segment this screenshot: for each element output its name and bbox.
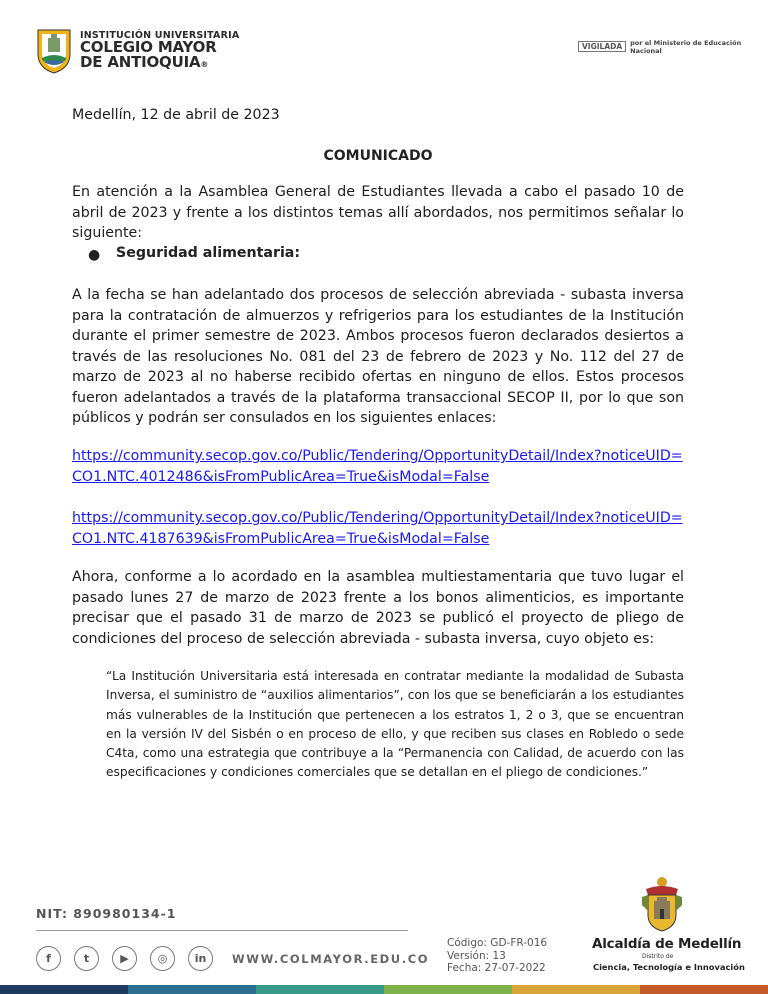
bullet-heading: Seguridad alimentaria:	[116, 245, 301, 261]
letter-date: Medellín, 12 de abril de 2023	[72, 107, 280, 123]
youtube-icon[interactable]: ▶	[112, 946, 137, 971]
footer-divider	[36, 930, 408, 931]
secop-link-2[interactable]	[72, 508, 684, 549]
color-segment-2	[128, 985, 256, 994]
bullet-icon: ●	[88, 247, 101, 263]
document-version: Versión: 13	[447, 949, 506, 962]
website-link[interactable]: WWW.COLMAYOR.EDU.CO	[232, 952, 430, 966]
secop-link-1-line-2[interactable]: CO1.NTC.4012486&isFromPublicArea=True&isModal=False	[72, 468, 490, 485]
instagram-icon[interactable]: ◎	[150, 946, 175, 971]
medellin-coat-of-arms-icon	[640, 875, 684, 933]
vigilada-text: por el Ministerio de Educación Nacional	[630, 38, 742, 55]
paragraph-bonos: Ahora, conforme a lo acordado en la asamblea multiestamentaria que tuvo lugar el pasado lunes 27 de marzo de 2023 frente a los bonos alimenticios, es importante precisar que el pasado 31 de marzo de 2023 se publicó el proyecto de pliego de condiciones del proceso de selección abreviada - subasta inversa, cuyo objeto es:	[72, 569, 684, 647]
facebook-icon[interactable]: f	[36, 946, 61, 971]
institution-logo-icon	[36, 28, 72, 74]
nit-label: NIT: 890980134-1	[36, 906, 177, 921]
alcaldia-title: Alcaldía de Medellín	[592, 936, 742, 952]
secop-link-2-line-2[interactable]: CO1.NTC.4187639&isFromPublicArea=True&isModal=False	[72, 530, 490, 547]
color-segment-4	[384, 985, 512, 994]
document-code-block	[447, 937, 547, 975]
secop-link-2-line-1[interactable]: https://community.secop.gov.co/Public/Tendering/OpportunityDetail/Index?noticeUID=	[72, 510, 683, 526]
document-code: Código: GD-FR-016	[447, 937, 548, 949]
twitter-icon[interactable]: t	[74, 946, 99, 971]
color-segment-5	[512, 985, 640, 994]
paragraph-procesos: A la fecha se han adelantado dos procesos de selección abreviada - subasta inversa para la contratación de almuerzos y refrigerios para los estudiantes de la Institución durante el primer semestre de 2023. Ambos procesos fueron declarados desiertos a través de las resoluciones No. 081 del 23 de febrero de 2023 y No. 112 del 27 de marzo de 2023 al no haberse recibido ofertas en ninguno de ellos. Estos procesos fueron adelantados a través de la plataforma transaccional SECOP II, por lo que son públicos y podrán ser consulados en los siguientes enlaces:	[72, 287, 684, 426]
vigilada-label: VIGILADA	[578, 41, 626, 52]
letter-title: COMUNICADO	[323, 148, 433, 164]
secop-link-1[interactable]	[72, 446, 684, 487]
logo-line-1: INSTITUCIÓN UNIVERSITARIA	[80, 30, 240, 41]
quote-objeto: “La Institución Universitaria está interesada en contratar mediante la modalidad de Subasta Inversa, el suministro de “auxilios alimentarios”, con los que se beneficiarán a los estudiantes más vulnerables de la Institución que pertenecen a los estratos 1, 2 o 3, que se encuentran en la versión IV del Sisbén o en proceso de ello, y que reciben sus clases en Robledo o sede C4ta, como una estrategia que contribuye a la “Permanencia con Calidad, de acuerdo con las especificaciones y condiciones comerciales que se detallan en el pliego de condiciones.”	[106, 669, 684, 780]
footer-color-bar	[0, 985, 768, 994]
secop-link-1-line-1[interactable]: https://community.secop.gov.co/Public/Tendering/OpportunityDetail/Index?noticeUID=	[72, 448, 683, 464]
color-segment-1	[0, 985, 128, 994]
color-segment-3	[256, 985, 384, 994]
logo-line-3: DE ANTIOQUIA®	[80, 53, 209, 71]
alcaldia-ciencia: Ciencia, Tecnología e Innovación	[593, 962, 745, 972]
vigilada-badge	[578, 38, 768, 55]
color-segment-6	[640, 985, 768, 994]
document-date: Fecha: 27-07-2022	[447, 962, 546, 974]
alcaldia-distrito: Distrito de	[642, 953, 674, 960]
intro-paragraph: En atención a la Asamblea General de Estudiantes llevada a cabo el pasado 10 de abril de 2023 y frente a los distintos temas allí abordados, nos permitimos señalar lo siguiente:	[72, 184, 684, 241]
linkedin-icon[interactable]: in	[188, 946, 213, 971]
logo-line-2: COLEGIO MAYOR	[80, 38, 217, 56]
